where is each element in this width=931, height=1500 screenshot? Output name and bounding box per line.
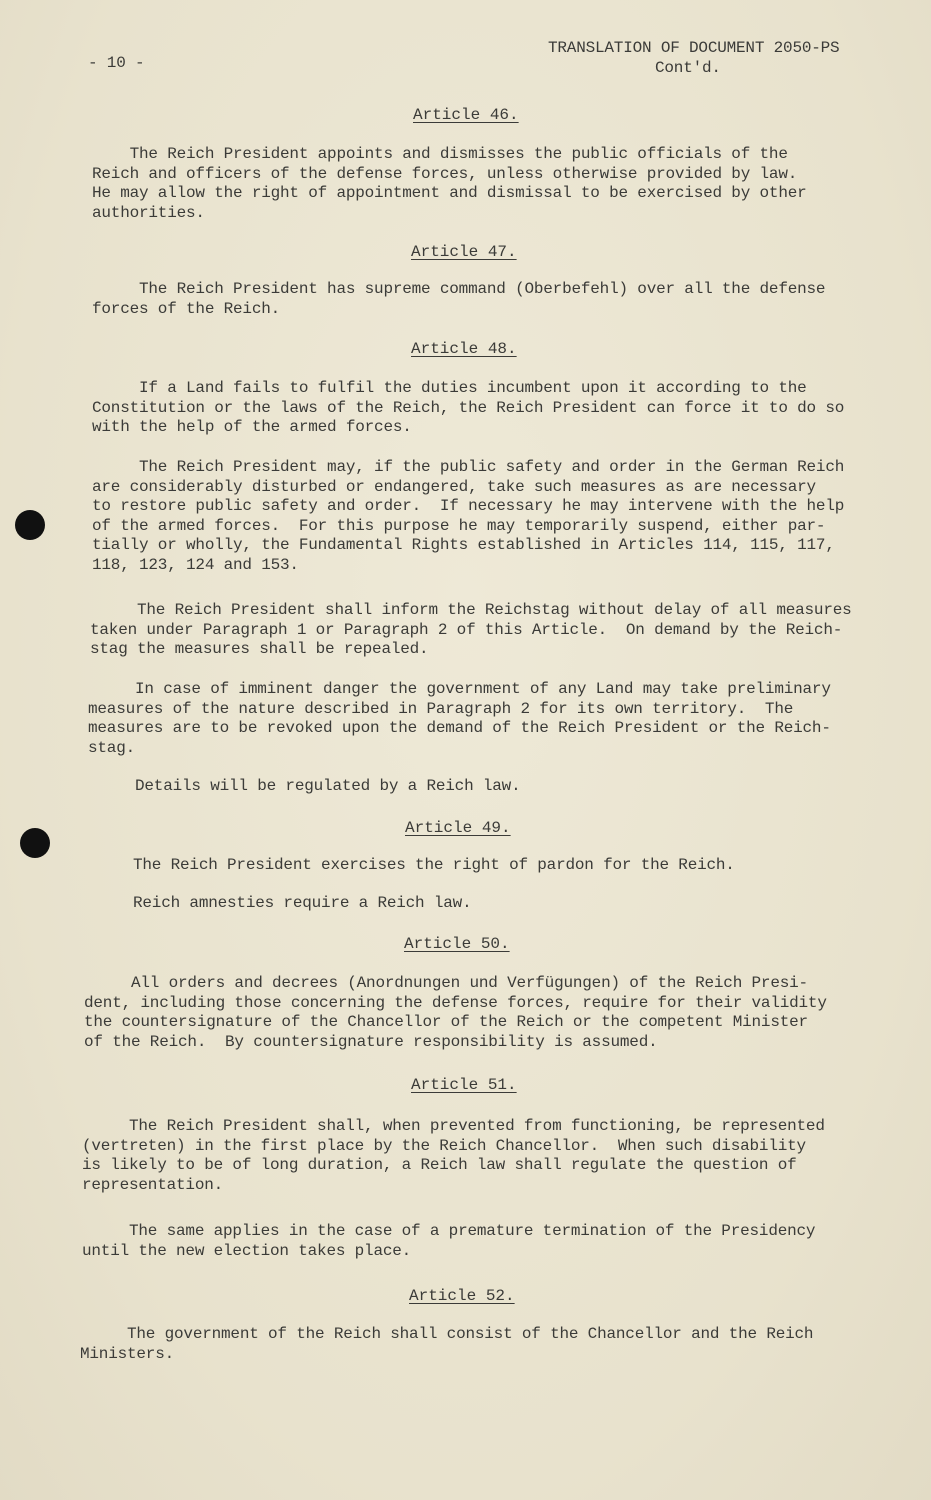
paragraph: All orders and decrees (Anordnungen und Verfügungen) of the Reich Presi- dent, including those concerning the defense forces, require for their validity the countersignature of the Chancellor of the Reich or the competent Minister of the Reich. By countersignature responsibility is assumed.	[84, 974, 827, 1051]
punch-hole	[20, 828, 50, 858]
article-heading: Article 48.	[411, 340, 517, 358]
continued-label: Cont'd.	[655, 59, 721, 77]
paragraph: If a Land fails to fulfil the duties incumbent upon it according to the Constitution or the laws of the Reich, the Reich President can force it to do so with the help of the armed forces.	[92, 379, 845, 437]
paragraph: In case of imminent danger the government of any Land may take preliminary measures of the nature described in Paragraph 2 for its own territory. The measures are to be revoked upon the demand of the Reich President or the Reich- stag.	[88, 680, 831, 757]
paragraph: The Reich President has supreme command (Oberbefehl) over all the defense forces of the Reich.	[92, 280, 826, 318]
article-heading: Article 51.	[411, 1076, 517, 1094]
paragraph: The government of the Reich shall consist of the Chancellor and the Reich Ministers.	[80, 1325, 814, 1363]
paragraph: Details will be regulated by a Reich law.	[88, 777, 521, 795]
article-heading: Article 46.	[413, 106, 519, 124]
paragraph: The Reich President shall, when prevented from functioning, be represented (vertreten) in the first place by the Reich Chancellor. When such disability is likely to be of long duration, a Reich law shall regulate the question of representation.	[82, 1117, 825, 1194]
document-title: TRANSLATION OF DOCUMENT 2050-PS	[548, 39, 840, 57]
paragraph: Reich amnesties require a Reich law.	[86, 894, 472, 912]
paragraph: The Reich President appoints and dismisses the public officials of the Reich and officers of the defense forces, unless otherwise provided by law. He may allow the right of appointment and dismissal to be exercised by other authorities.	[92, 145, 807, 222]
paragraph: The Reich President may, if the public safety and order in the German Reich are considerably disturbed or endangered, take such measures as are necessary to restore public safety and order. If necessary he may intervene with the help of the armed forces. For this purpose he may temporarily suspend, either par- tially or wholly, the Fundamental Rights established in Articles 114, 115, 117, 118, 123, 124 and 153.	[92, 458, 845, 574]
article-heading: Article 52.	[409, 1287, 515, 1305]
paragraph: The same applies in the case of a premature termination of the Presidency until the new election takes place.	[82, 1222, 816, 1260]
article-heading: Article 49.	[405, 819, 511, 837]
punch-hole	[15, 510, 45, 540]
article-heading: Article 50.	[404, 935, 510, 953]
paragraph: The Reich President shall inform the Reichstag without delay of all measures taken under Paragraph 1 or Paragraph 2 of this Article. On demand by the Reich- stag the measures shall be repealed.	[90, 601, 852, 659]
paragraph: The Reich President exercises the right of pardon for the Reich.	[86, 856, 735, 874]
article-heading: Article 47.	[411, 243, 517, 261]
page-number: - 10 -	[88, 54, 145, 72]
